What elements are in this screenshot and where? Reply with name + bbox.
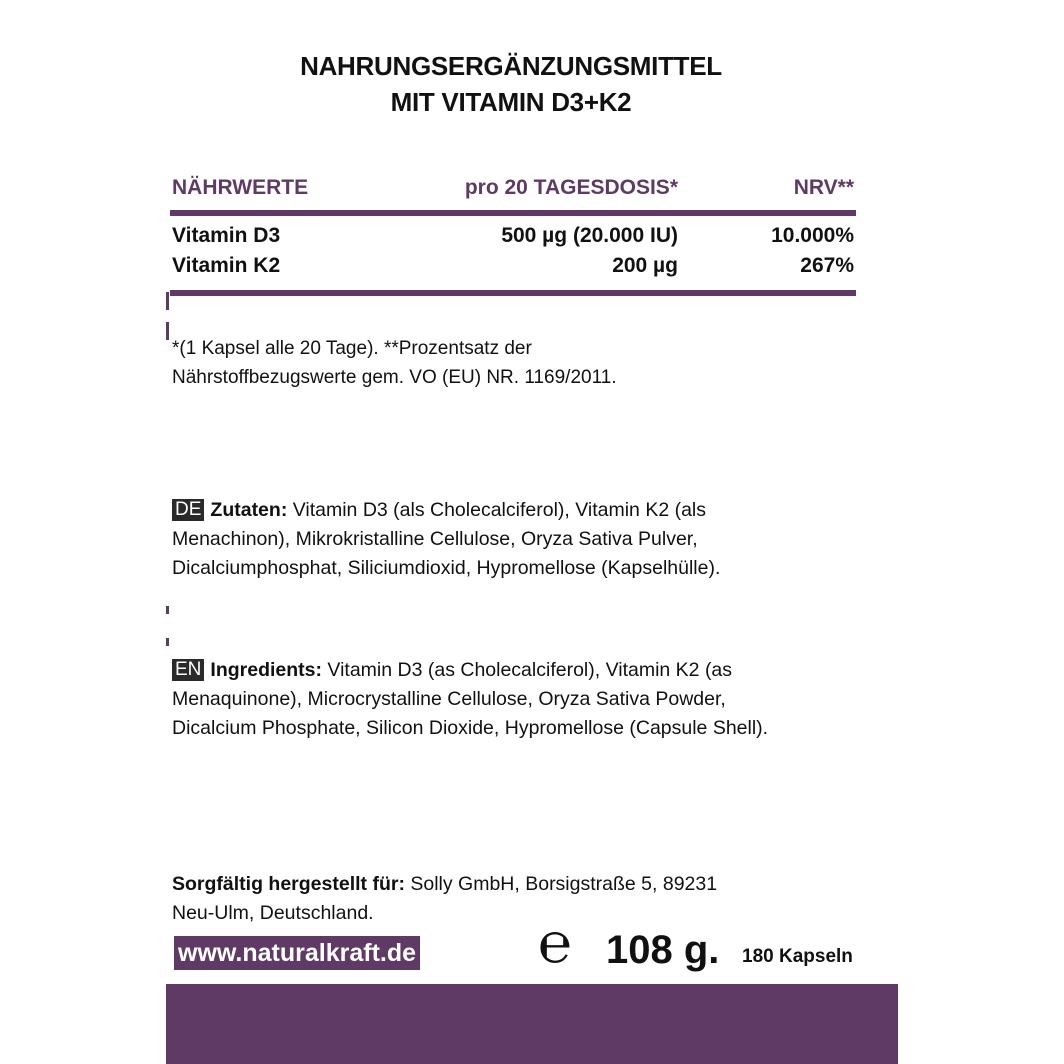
ingredients-en-label: Ingredients:	[210, 659, 322, 681]
ingredients-de-line: Dicalciumphosphat, Siliciumdioxid, Hypromellose (Kapselhülle).	[172, 557, 721, 579]
edge-mark	[166, 638, 169, 646]
footnote-line: Nährstoffbezugswerte gem. VO (EU) NR. 1169/2011.	[172, 367, 617, 388]
ingredients-de	[172, 496, 862, 583]
ingredients-de-label: Zutaten:	[210, 499, 288, 521]
ingredients-de-line	[172, 496, 862, 525]
nutrient-amount: 200 µg	[612, 254, 678, 277]
edge-mark	[166, 292, 169, 310]
nutrition-table-header	[170, 174, 856, 210]
nutrient-nrv: 10.000%	[771, 224, 854, 247]
nutrient-name: Vitamin D3	[172, 224, 281, 247]
ingredients-en-text: Vitamin D3 (as Cholecalciferol), Vitamin K2 (as	[327, 659, 733, 681]
nutrient-nrv: 267%	[800, 254, 854, 277]
manufacturer-line	[172, 870, 852, 899]
website-link[interactable]: www.naturalkraft.de	[174, 936, 420, 970]
manufacturer-line: Neu-Ulm, Deutschland.	[172, 902, 374, 924]
edge-mark	[166, 606, 169, 614]
product-title-line-1: NAHRUNGSERGÄNZUNGSMITTEL	[300, 51, 722, 81]
table-row	[170, 222, 856, 252]
footnote	[172, 334, 812, 392]
ingredients-de-line: Menachinon), Mikrokristalline Cellulose, Oryza Sativa Pulver,	[172, 528, 698, 550]
header-nutrients: NÄHRWERTE	[172, 176, 309, 199]
bottom-color-band	[166, 984, 898, 1064]
ingredients-en	[172, 656, 862, 743]
nutrient-amount: 500 µg (20.000 IU)	[501, 224, 678, 247]
ingredients-en-line: Dicalcium Phosphate, Silicon Dioxide, Hypromellose (Capsule Shell).	[172, 717, 769, 739]
nutrient-name: Vitamin K2	[172, 254, 281, 277]
ingredients-en-line	[172, 656, 862, 685]
manufacturer-label: Sorgfältig hergestellt für:	[172, 873, 405, 895]
product-title	[0, 48, 1022, 120]
nutrition-table	[170, 174, 856, 296]
manufacturer-address: Solly GmbH, Borsigstraße 5, 89231	[410, 873, 718, 895]
product-title-line-2: MIT VITAMIN D3+K2	[390, 87, 632, 117]
estimated-sign-icon: ℮	[538, 911, 572, 976]
net-weight: 108 g.	[606, 928, 720, 972]
table-row	[170, 252, 856, 282]
header-nrv: NRV**	[793, 176, 854, 199]
ingredients-de-text: Vitamin D3 (als Cholecalciferol), Vitamin K2 (als	[292, 499, 707, 521]
edge-mark	[166, 322, 169, 340]
footnote-line: *(1 Kapsel alle 20 Tage). **Prozentsatz der	[172, 338, 532, 359]
manufacturer-info	[172, 870, 852, 928]
lang-badge-en: EN	[172, 659, 204, 681]
nutrition-table-body	[170, 216, 856, 290]
capsule-count: 180 Kapseln	[742, 946, 853, 967]
ingredients-en-line: Menaquinone), Microcrystalline Cellulose, Oryza Sativa Powder,	[172, 688, 726, 710]
table-bottom-rule	[170, 290, 856, 296]
lang-badge-de: DE	[172, 499, 204, 521]
header-per-dose: pro 20 TAGESDOSIS*	[464, 176, 678, 199]
